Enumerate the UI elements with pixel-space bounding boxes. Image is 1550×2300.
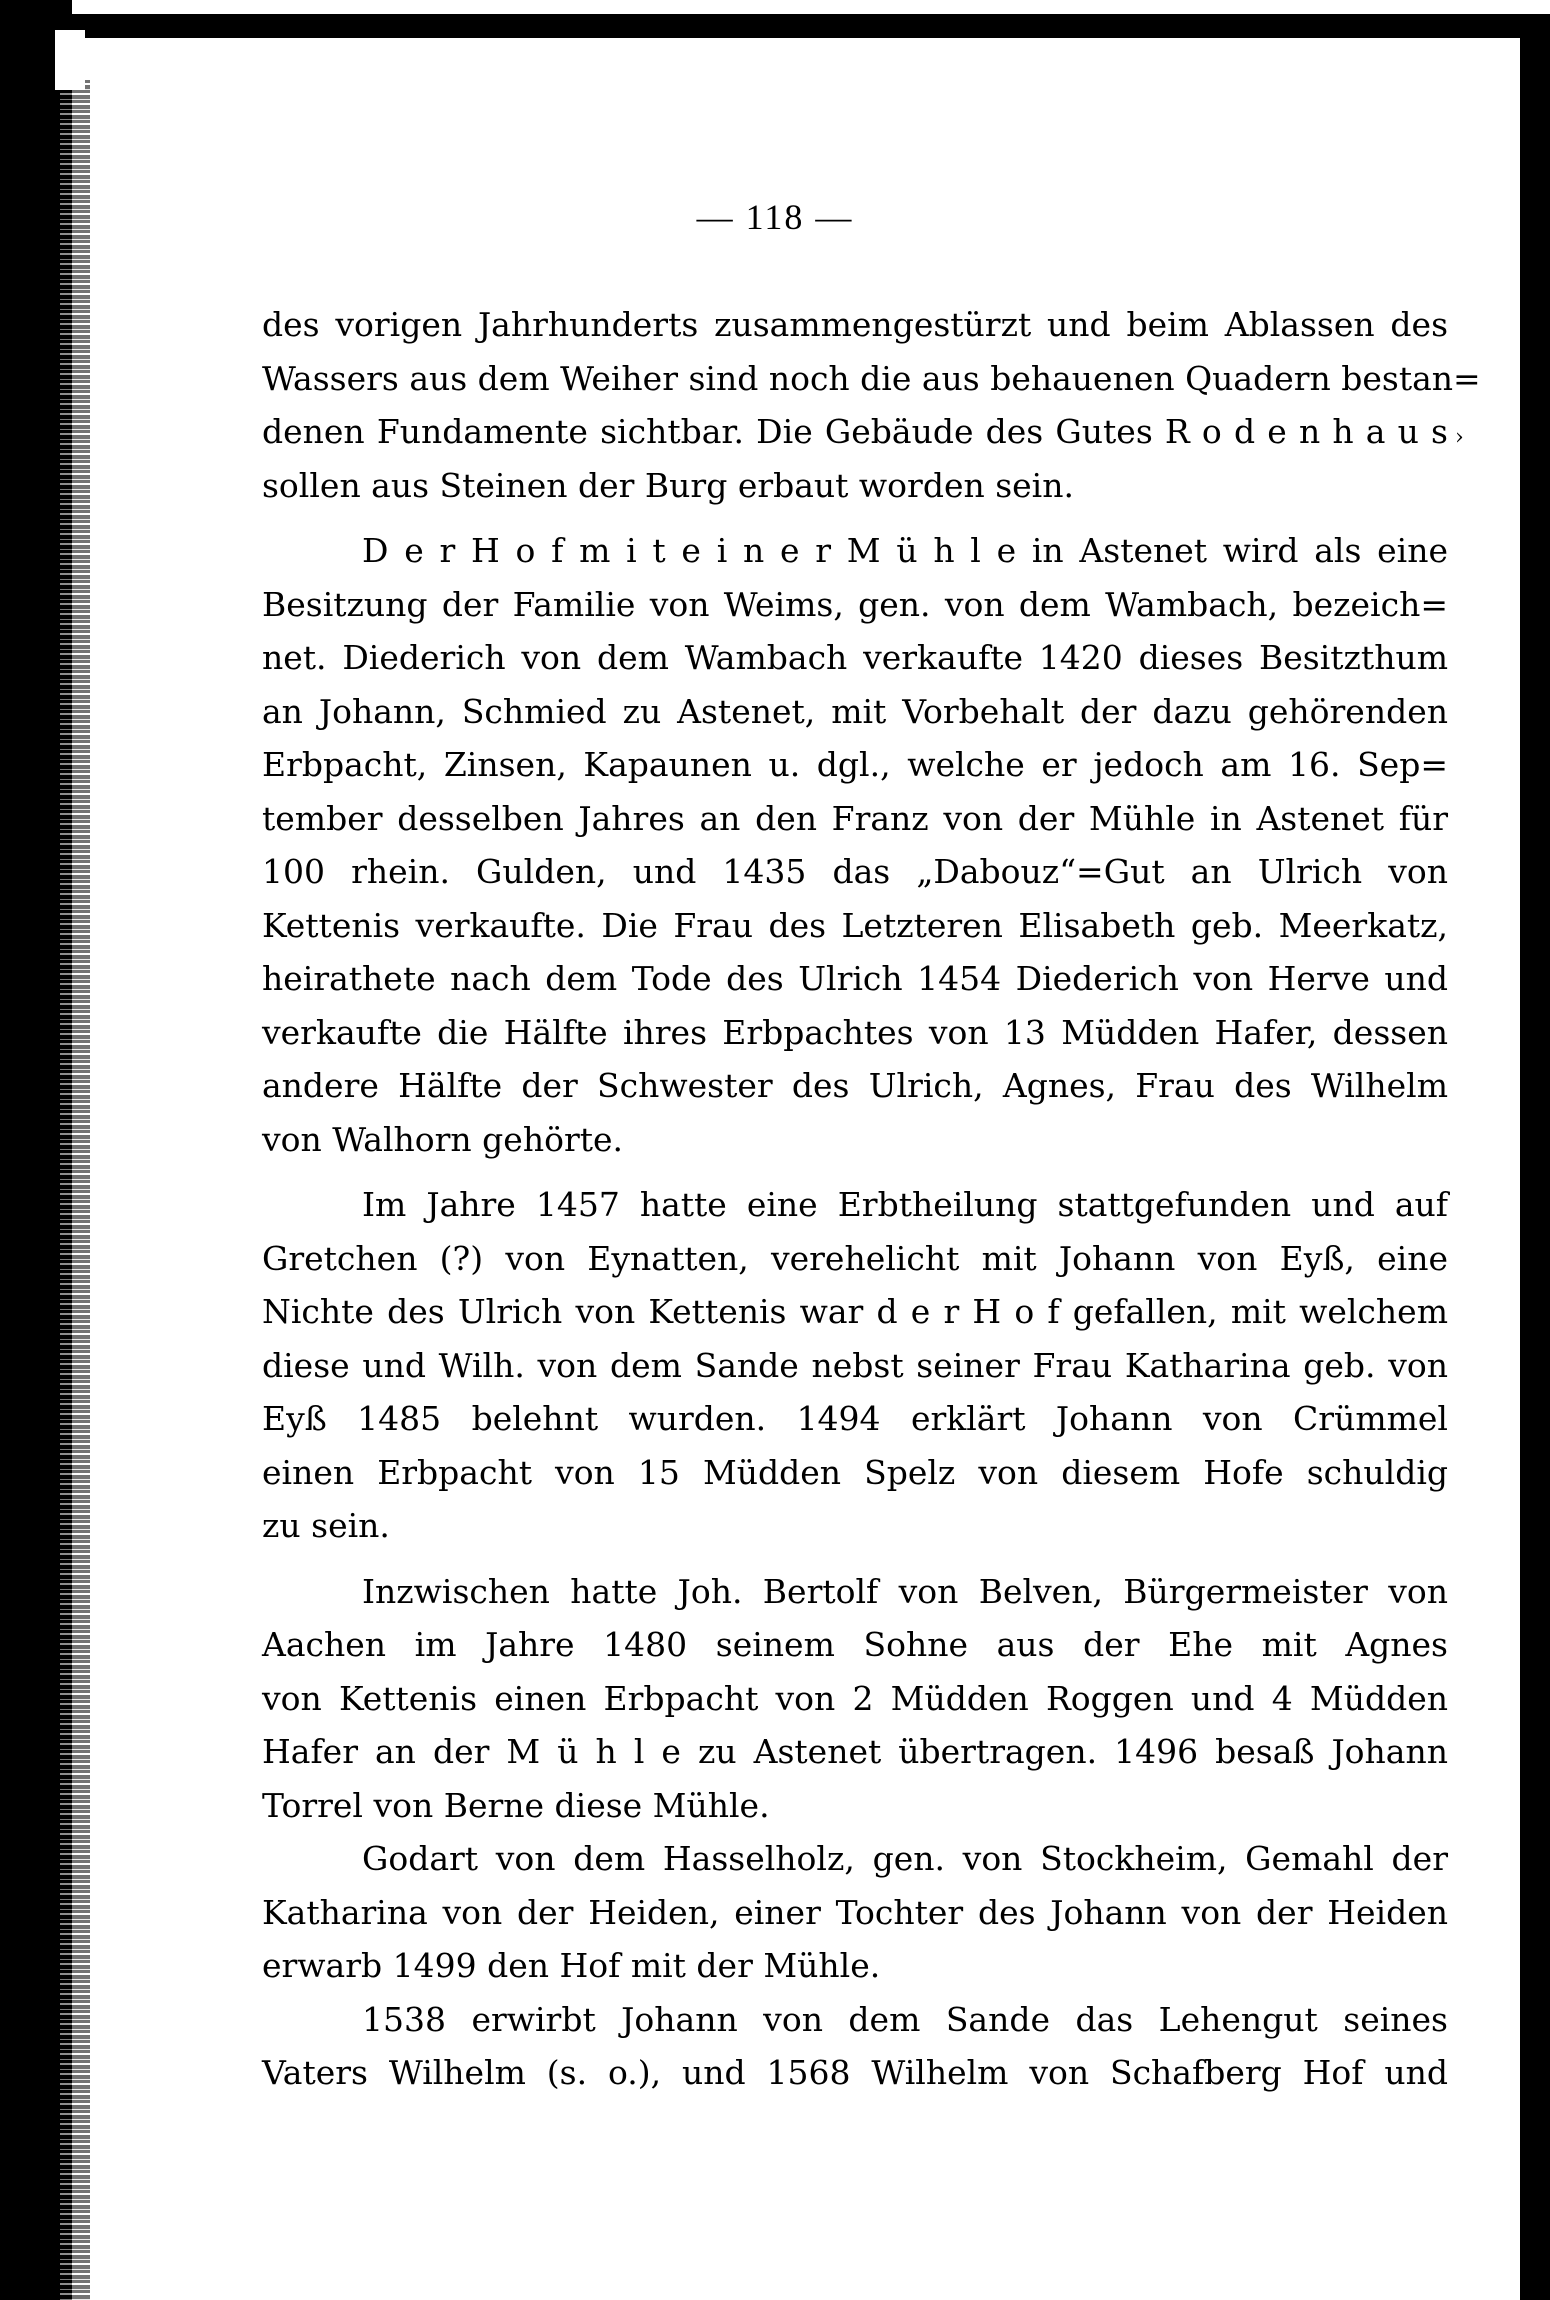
text-line: denen Fundamente sichtbar. Die Gebäude des Gutes R o d e n h a u s [262, 412, 1448, 451]
text-line: net. Diederich von dem Wambach verkaufte 1420 dieses Besitzthum [262, 638, 1448, 677]
text-line: D e r H o f m i t e i n e r M ü h l e in Astenet wird als eine [362, 531, 1448, 570]
text-line: 100 rhein. Gulden, und 1435 das „Dabouz“=Gut an Ulrich von [262, 852, 1448, 891]
paragraph [262, 1565, 1448, 1833]
page-number: — 118 — [696, 197, 854, 237]
paragraph [262, 1993, 1448, 2100]
text-line: Godart von dem Hasselholz, gen. von Stockheim, Gemahl der [362, 1839, 1448, 1878]
paragraph [262, 1832, 1448, 1993]
text-line: erwarb 1499 den Hof mit der Mühle. [262, 1946, 881, 1985]
text-line: diese und Wilh. von dem Sande nebst seiner Frau Katharina geb. von [262, 1345, 1448, 1385]
text-line: Erbpacht, Zinsen, Kapaunen u. dgl., welche er jedoch am 16. Sep= [262, 745, 1448, 784]
text-line: heirathete nach dem Tode des Ulrich 1454 Diederich von Herve und [262, 959, 1448, 998]
text-line: Vaters Wilhelm (s. o.), und 1568 Wilhelm von Schafberg Hof und [262, 2053, 1448, 2092]
text-line: Katharina von der Heiden, einer Tochter des Johann von der Heiden [262, 1892, 1448, 1932]
text-line: des vorigen Jahrhunderts zusammengestürzt und beim Ablassen des [262, 305, 1448, 344]
paragraph [262, 524, 1448, 1166]
scan-top-border [0, 14, 1550, 38]
text-line: Im Jahre 1457 hatte eine Erbtheilung stattgefunden und auf [362, 1185, 1448, 1224]
text-line: von Walhorn gehörte. [262, 1119, 624, 1159]
text-line: tember desselben Jahres an den Franz von der Mühle in Astenet für [262, 798, 1448, 838]
scan-right-border [1520, 14, 1550, 2300]
text-line: einen Erbpacht von 15 Müdden Spelz von diesem Hofe schuldig [262, 1452, 1448, 1492]
text-line: Wassers aus dem Weiher sind noch die aus behauenen Quadern bestan= [262, 358, 1481, 398]
text-line: von Kettenis einen Erbpacht von 2 Müdden Roggen und 4 Müdden [262, 1678, 1448, 1718]
text-line: 1538 erwirbt Johann von dem Sande das Lehengut seines [362, 1999, 1448, 2039]
text-line: Kettenis verkaufte. Die Frau des Letzteren Elisabeth geb. Meerkatz, [262, 905, 1448, 945]
text-line: Inzwischen hatte Joh. Bertolf von Belven, Bürgermeister von [362, 1571, 1448, 1611]
text-line: Torrel von Berne diese Mühle. [262, 1785, 770, 1825]
text-line: Eyß 1485 belehnt wurden. 1494 erklärt Johann von Crümmel [262, 1399, 1448, 1438]
page-body [262, 298, 1481, 2100]
text-line: Nichte des Ulrich von Kettenis war d e r H o f gefallen, mit welchem [262, 1292, 1448, 1331]
text-line: Gretchen (?) von Eynatten, verehelicht mit Johann von Eyß, eine [262, 1238, 1448, 1278]
text-line: andere Hälfte der Schwester des Ulrich, Agnes, Frau des Wilhelm [262, 1066, 1448, 1105]
text-line: verkaufte die Hälfte ihres Erbpachtes von 13 Müdden Hafer, dessen [262, 1012, 1448, 1052]
text-line: Besitzung der Familie von Weims, gen. von dem Wambach, bezeich= [262, 584, 1448, 624]
text-line: Hafer an der M ü h l e zu Astenet übertragen. 1496 besaß Johann [262, 1732, 1448, 1771]
text-line: an Johann, Schmied zu Astenet, mit Vorbehalt der dazu gehörenden [262, 691, 1448, 731]
margin-mark: › [1455, 425, 1464, 450]
text-line: sollen aus Steinen der Burg erbaut worden sein. [262, 465, 1074, 505]
paragraph [262, 298, 1481, 512]
page-corner [55, 30, 85, 90]
paragraph [262, 1178, 1448, 1553]
text-line: Aachen im Jahre 1480 seinem Sohne aus der Ehe mit Agnes [262, 1625, 1448, 1664]
scan-noise-edge [60, 80, 90, 2300]
text-line: zu sein. [262, 1506, 390, 1545]
